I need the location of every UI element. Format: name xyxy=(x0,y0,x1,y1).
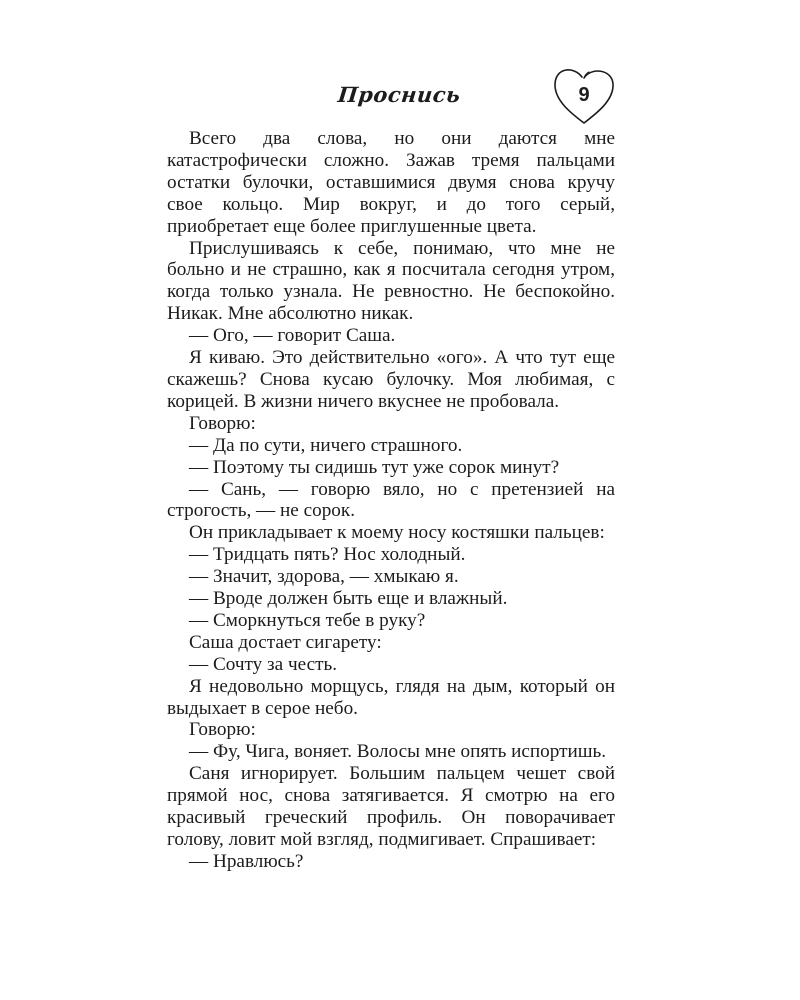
page-number: 9 xyxy=(578,84,590,106)
paragraph: Я киваю. Это действительно «ого». А что тут еще скажешь? Снова кусаю булочку. Моя любимая, с корицей. В жизни ничего вкуснее не пробовала. xyxy=(167,347,615,412)
paragraph: Саша достает сигарету: xyxy=(189,631,382,653)
paragraph: — Поэтому ты сидишь тут уже сорок минут? xyxy=(189,456,560,478)
paragraph: — Тридцать пять? Нос холодный. xyxy=(189,544,466,566)
paragraph: — Нравлюсь? xyxy=(189,850,304,872)
paragraph: Саня игнорирует. Большим пальцем чешет свой прямой нос, снова затягивается. Я смотрю на его красивый греческий профиль. Он поворачивает голову, ловит мой взгляд, подмигивает. Спрашивает: xyxy=(167,763,615,850)
paragraph: — Значит, здорова, — хмыкаю я. xyxy=(189,566,459,588)
paragraph: — Фу, Чига, воняет. Волосы мне опять испортишь. xyxy=(189,741,607,763)
paragraph: Прислушиваясь к себе, понимаю, что мне не больно и не страшно, как я посчитала сегодня утром, когда только узнала. Не ревностно. Не беспокойно. Никак. Мне абсолютно никак. xyxy=(167,237,615,325)
paragraph: — Сань, — говорю вяло, но с претензией на строгость, — не сорок. xyxy=(167,478,615,522)
paragraph: — Сморкнуться тебе в руку? xyxy=(189,609,426,631)
paragraph: Я недовольно морщусь, глядя на дым, который он выдыхает в серое небо. xyxy=(167,675,615,719)
paragraph: Всего два слова, но они даются мне катастрофически сложно. Зажав тремя пальцами остатки булочки, оставшимися двумя снова кручу свое кольцо. Мир вокруг, и до того серый, приобретает еще более приглушенные цвета. xyxy=(167,128,615,237)
paragraph: Он прикладывает к моему носу костяшки пальцев: xyxy=(189,522,605,544)
paragraph: — Да по сути, ничего страшного. xyxy=(189,434,463,456)
paragraph: Говорю: xyxy=(189,719,256,741)
page-number-badge xyxy=(552,64,616,126)
paragraph: — Ого, — говорит Саша. xyxy=(189,325,396,347)
body-text xyxy=(167,128,615,873)
paragraph: — Вроде должен быть еще и влажный. xyxy=(189,588,508,610)
paragraph: Говорю: xyxy=(189,412,256,434)
running-title: Проснись xyxy=(336,82,462,107)
paragraph: — Сочту за честь. xyxy=(189,653,338,675)
